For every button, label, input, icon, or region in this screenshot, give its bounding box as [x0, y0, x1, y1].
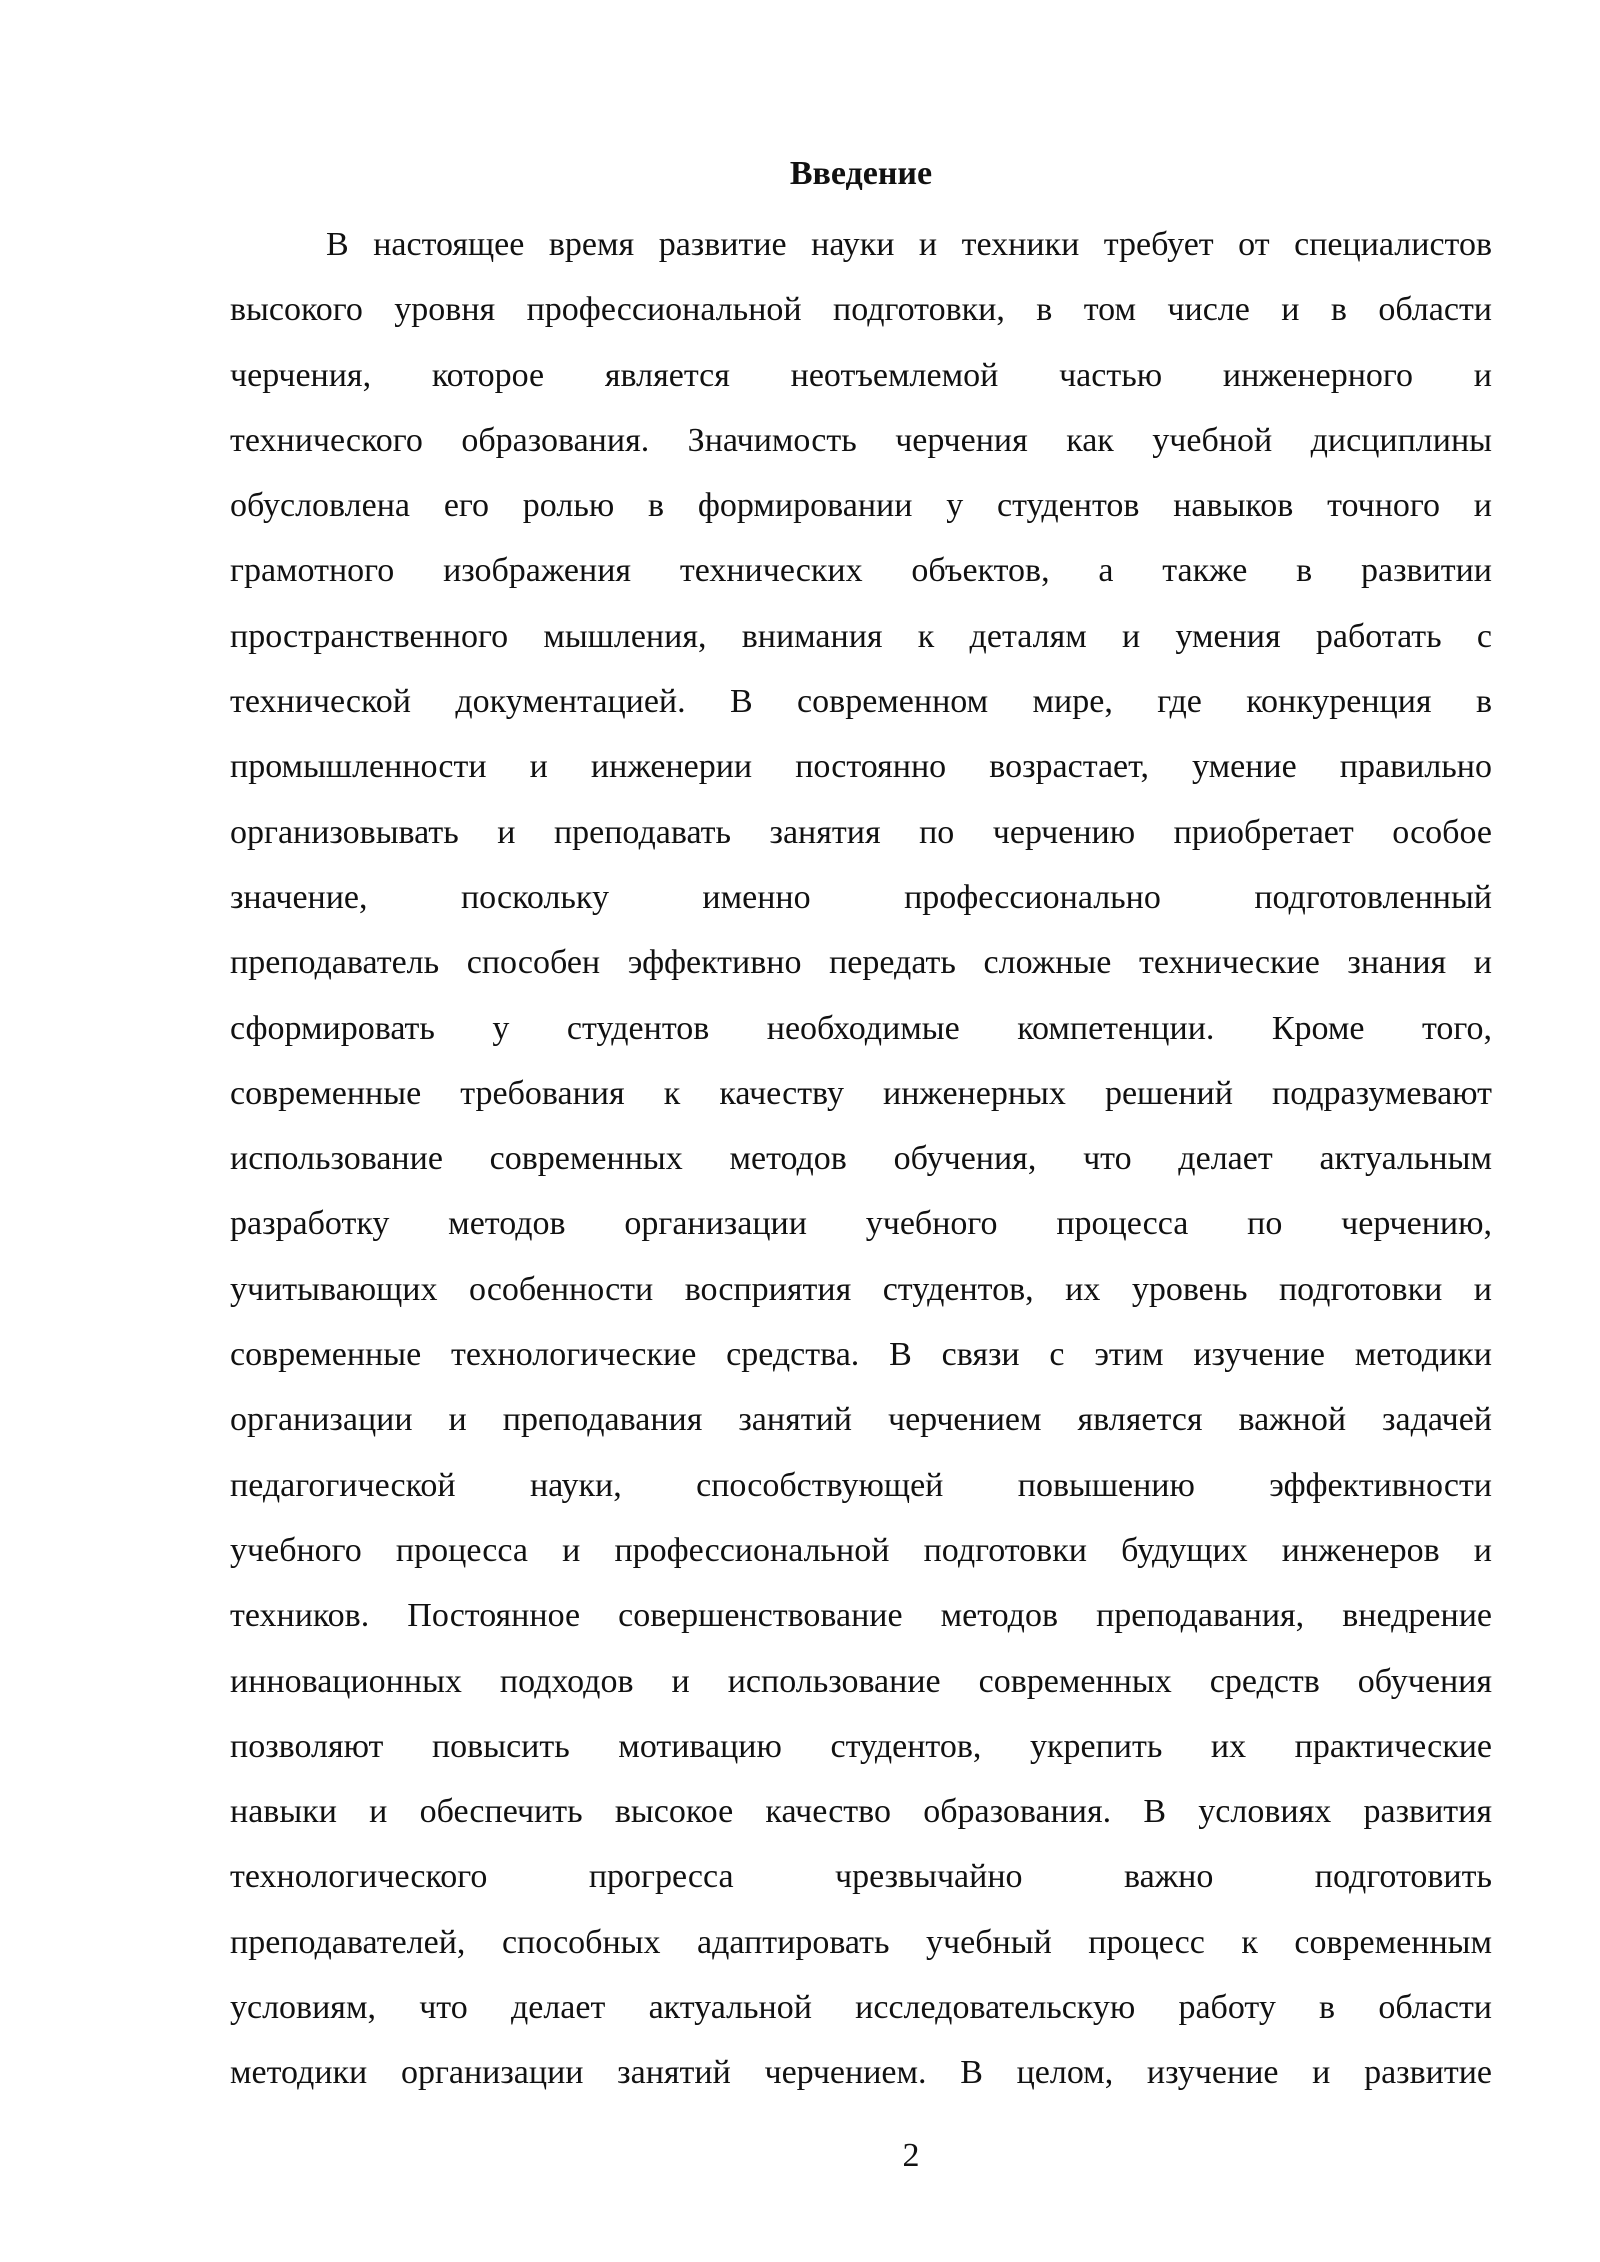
text-line: позволяют повысить мотивацию студентов, укрепить их практические [230, 1727, 1492, 1765]
text-line: промышленности и инженерии постоянно возрастает, умение правильно [230, 748, 1492, 786]
text-line: современные требования к качеству инженерных решений подразумевают [230, 1074, 1492, 1112]
text-line: разработку методов организации учебного процесса по черчению, [230, 1205, 1492, 1243]
text-line: технического образования. Значимость черчения как учебной дисциплины [230, 421, 1492, 459]
text-line: технологического прогресса чрезвычайно важно подготовить [230, 1858, 1492, 1896]
text-line: техников. Постоянное совершенствование методов преподавания, внедрение [230, 1597, 1492, 1635]
text-line: навыки и обеспечить высокое качество образования. В условиях развития [230, 1793, 1492, 1831]
text-line: методики организации занятий черчением. В целом, изучение и развитие [230, 2054, 1492, 2092]
text-line: грамотного изображения технических объектов, а также в развитии [230, 552, 1492, 590]
text-line: пространственного мышления, внимания к деталям и умения работать с [230, 617, 1492, 655]
text-line: организовывать и преподавать занятия по черчению приобретает особое [230, 813, 1492, 851]
text-line: технической документацией. В современном мире, где конкуренция в [230, 683, 1492, 721]
text-line: черчения, которое является неотъемлемой частью инженерного и [230, 356, 1492, 394]
page-number: 2 [902, 2137, 920, 2174]
text-line: преподаватель способен эффективно передать сложные технические знания и [230, 944, 1492, 982]
text-line: учебного процесса и профессиональной подготовки будущих инженеров и [230, 1531, 1492, 1569]
text-line: В настоящее время развитие науки и техники требует от специалистов [326, 226, 1492, 263]
text-line: учитывающих особенности восприятия студентов, их уровень подготовки и [230, 1270, 1492, 1308]
text-line: условиям, что делает актуальной исследовательскую работу в области [230, 1989, 1492, 2027]
text-line: сформировать у студентов необходимые компетенции. Кроме того, [230, 1009, 1492, 1047]
text-line: педагогической науки, способствующей повышению эффективности [230, 1466, 1492, 1504]
section-title: Введение [789, 155, 933, 192]
text-line: современные технологические средства. В связи с этим изучение методики [230, 1336, 1492, 1374]
text-line: значение, поскольку именно профессионально подготовленный [230, 878, 1492, 916]
text-line: организации и преподавания занятий черчением является важной задачей [230, 1401, 1492, 1439]
text-line: использование современных методов обучения, что делает актуальным [230, 1140, 1492, 1178]
text-line: инновационных подходов и использование современных средств обучения [230, 1662, 1492, 1700]
text-line: высокого уровня профессиональной подготовки, в том числе и в области [230, 291, 1492, 329]
text-line: преподавателей, способных адаптировать учебный процесс к современным [230, 1923, 1492, 1961]
text-line: обусловлена его ролью в формировании у студентов навыков точного и [230, 487, 1492, 525]
body-paragraph [230, 212, 1492, 2106]
